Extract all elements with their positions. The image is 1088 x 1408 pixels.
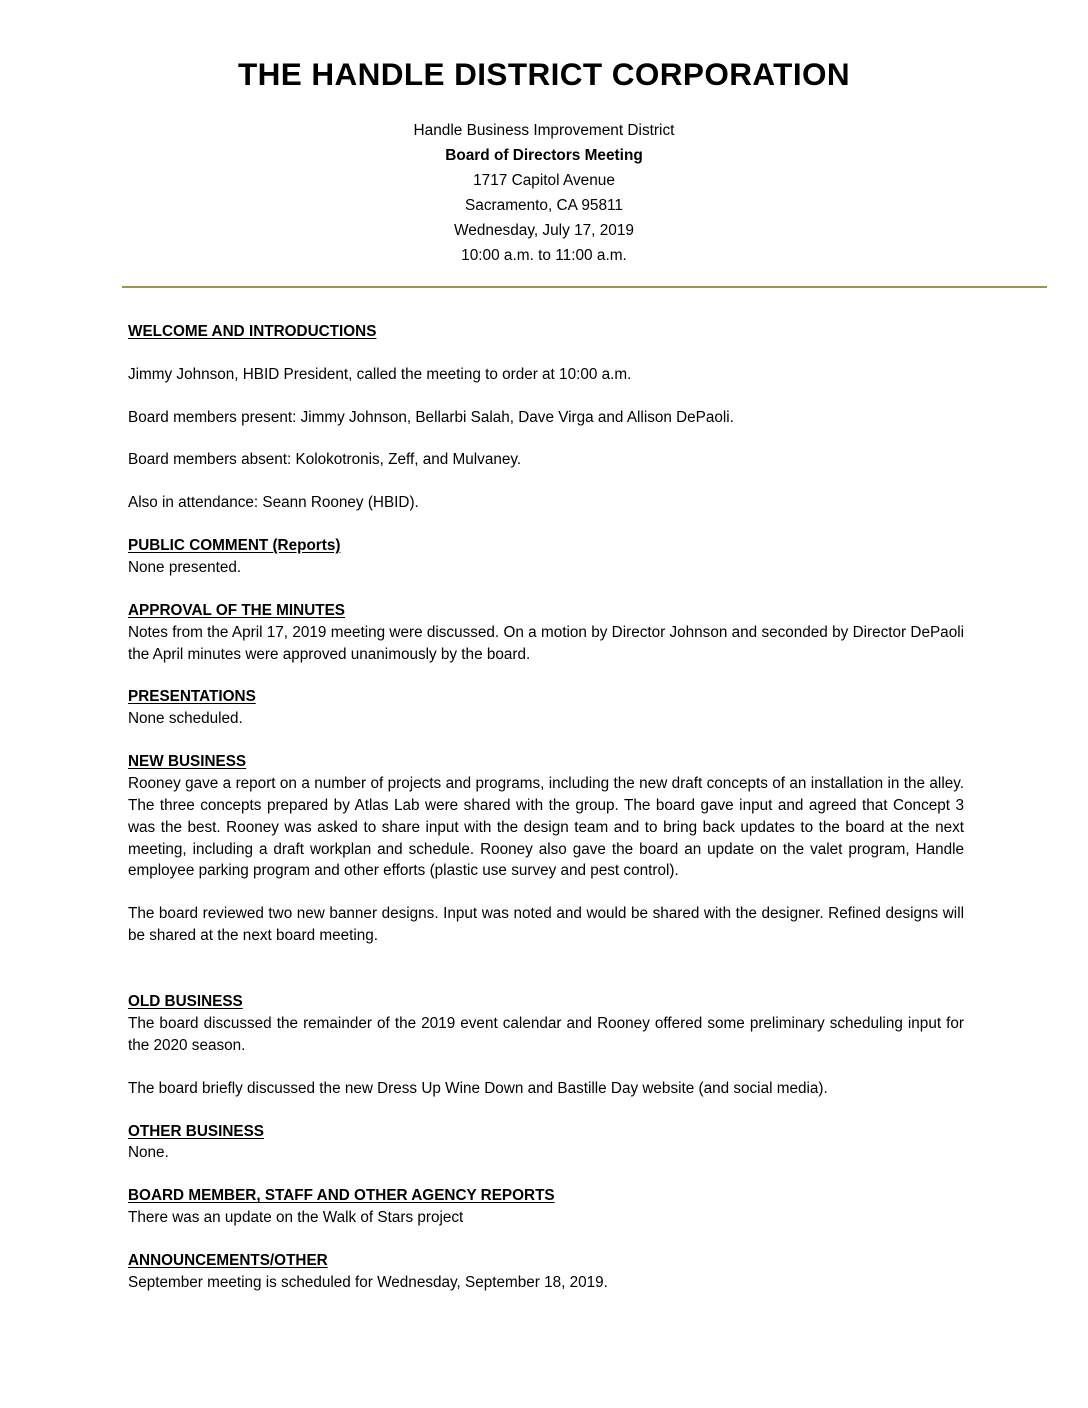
section-heading-welcome-text: WELCOME AND INTRODUCTIONS <box>128 322 377 340</box>
section-heading-old-business-text: OLD BUSINESS <box>128 993 243 1011</box>
header-divider-wrap <box>0 286 1088 288</box>
document-body <box>128 321 964 1294</box>
paragraph-new-business-1: Rooney gave a report on a number of projects and programs, including the new draft concepts of an installation in the alley. The three concepts prepared by Atlas Lab were shared with the group. The board gave input and agreed that Concept 3 was the best. Rooney was asked to share input with the design team and to bring back updates to the board at the next meeting, including a draft workplan and schedule. Rooney also gave the board an update on the valet program, Handle employee parking program and other efforts (plastic use survey and pest control). <box>128 775 964 880</box>
paragraph-approval-minutes: Notes from the April 17, 2019 meeting were discussed. On a motion by Director Johnson and seconded by Director DePaoli the April minutes were approved unanimously by the board. <box>128 623 964 663</box>
paragraph-new-business-2: The board reviewed two new banner designs. Input was noted and would be shared with the designer. Refined designs will be shared at the next board meeting. <box>128 905 964 945</box>
paragraph-announcements: September meeting is scheduled for Wednesday, September 18, 2019. <box>128 1273 608 1291</box>
section-heading-announcements <box>128 1250 964 1272</box>
section-heading-agency-reports-text: BOARD MEMBER, STAFF AND OTHER AGENCY REPORTS <box>128 1187 555 1205</box>
section-heading-agency-reports <box>128 1185 964 1207</box>
section-heading-new-business <box>128 751 964 773</box>
paragraph-old-business-1: The board discussed the remainder of the 2019 event calendar and Rooney offered some preliminary scheduling input for the 2020 season. <box>128 1014 964 1054</box>
section-heading-presentations <box>128 686 964 708</box>
paragraph-old-business-2: The board briefly discussed the new Dress Up Wine Down and Bastille Day website (and social media). <box>128 1079 828 1097</box>
paragraph-other-business: None. <box>128 1144 169 1162</box>
section-heading-other-business-text: OTHER BUSINESS <box>128 1122 264 1140</box>
paragraph-members-absent: Board members absent: Kolokotronis, Zeff, and Mulvaney. <box>128 451 522 469</box>
paragraph-agency-reports: There was an update on the Walk of Stars project <box>128 1209 464 1227</box>
section-heading-approval-minutes <box>128 600 964 622</box>
section-heading-approval-minutes-text: APPROVAL OF THE MINUTES <box>128 601 346 619</box>
meeting-date-line: Wednesday, July 17, 2019 <box>454 221 634 239</box>
page-title: THE HANDLE DISTRICT CORPORATION <box>237 56 851 92</box>
organization-line: Handle Business Improvement District <box>413 122 675 140</box>
section-heading-old-business <box>128 991 964 1013</box>
section-heading-presentations-text: PRESENTATIONS <box>128 688 256 706</box>
document-masthead <box>0 0 1088 269</box>
section-heading-public-comment <box>128 535 964 557</box>
section-heading-new-business-text: NEW BUSINESS <box>128 753 247 771</box>
paragraph-members-present: Board members present: Jimmy Johnson, Bellarbi Salah, Dave Virga and Allison DePaoli. <box>128 408 734 426</box>
paragraph-call-to-order: Jimmy Johnson, HBID President, called the meeting to order at 10:00 a.m. <box>128 365 632 383</box>
meeting-type-line: Board of Directors Meeting <box>445 147 643 165</box>
meeting-details-block <box>0 119 1088 269</box>
section-heading-announcements-text: ANNOUNCEMENTS/OTHER <box>128 1251 328 1269</box>
section-heading-other-business <box>128 1121 964 1143</box>
paragraph-also-in-attendance: Also in attendance: Seann Rooney (HBID). <box>128 494 419 512</box>
paragraph-presentations: None scheduled. <box>128 710 243 728</box>
address-line-1: 1717 Capitol Avenue <box>473 172 615 190</box>
section-heading-public-comment-text: PUBLIC COMMENT (Reports) <box>128 537 341 555</box>
paragraph-public-comment: None presented. <box>128 559 242 577</box>
meeting-time-line: 10:00 a.m. to 11:00 a.m. <box>461 246 627 264</box>
address-line-2: Sacramento, CA 95811 <box>465 197 623 215</box>
section-heading-welcome <box>128 321 964 343</box>
horizontal-rule <box>122 286 1047 288</box>
